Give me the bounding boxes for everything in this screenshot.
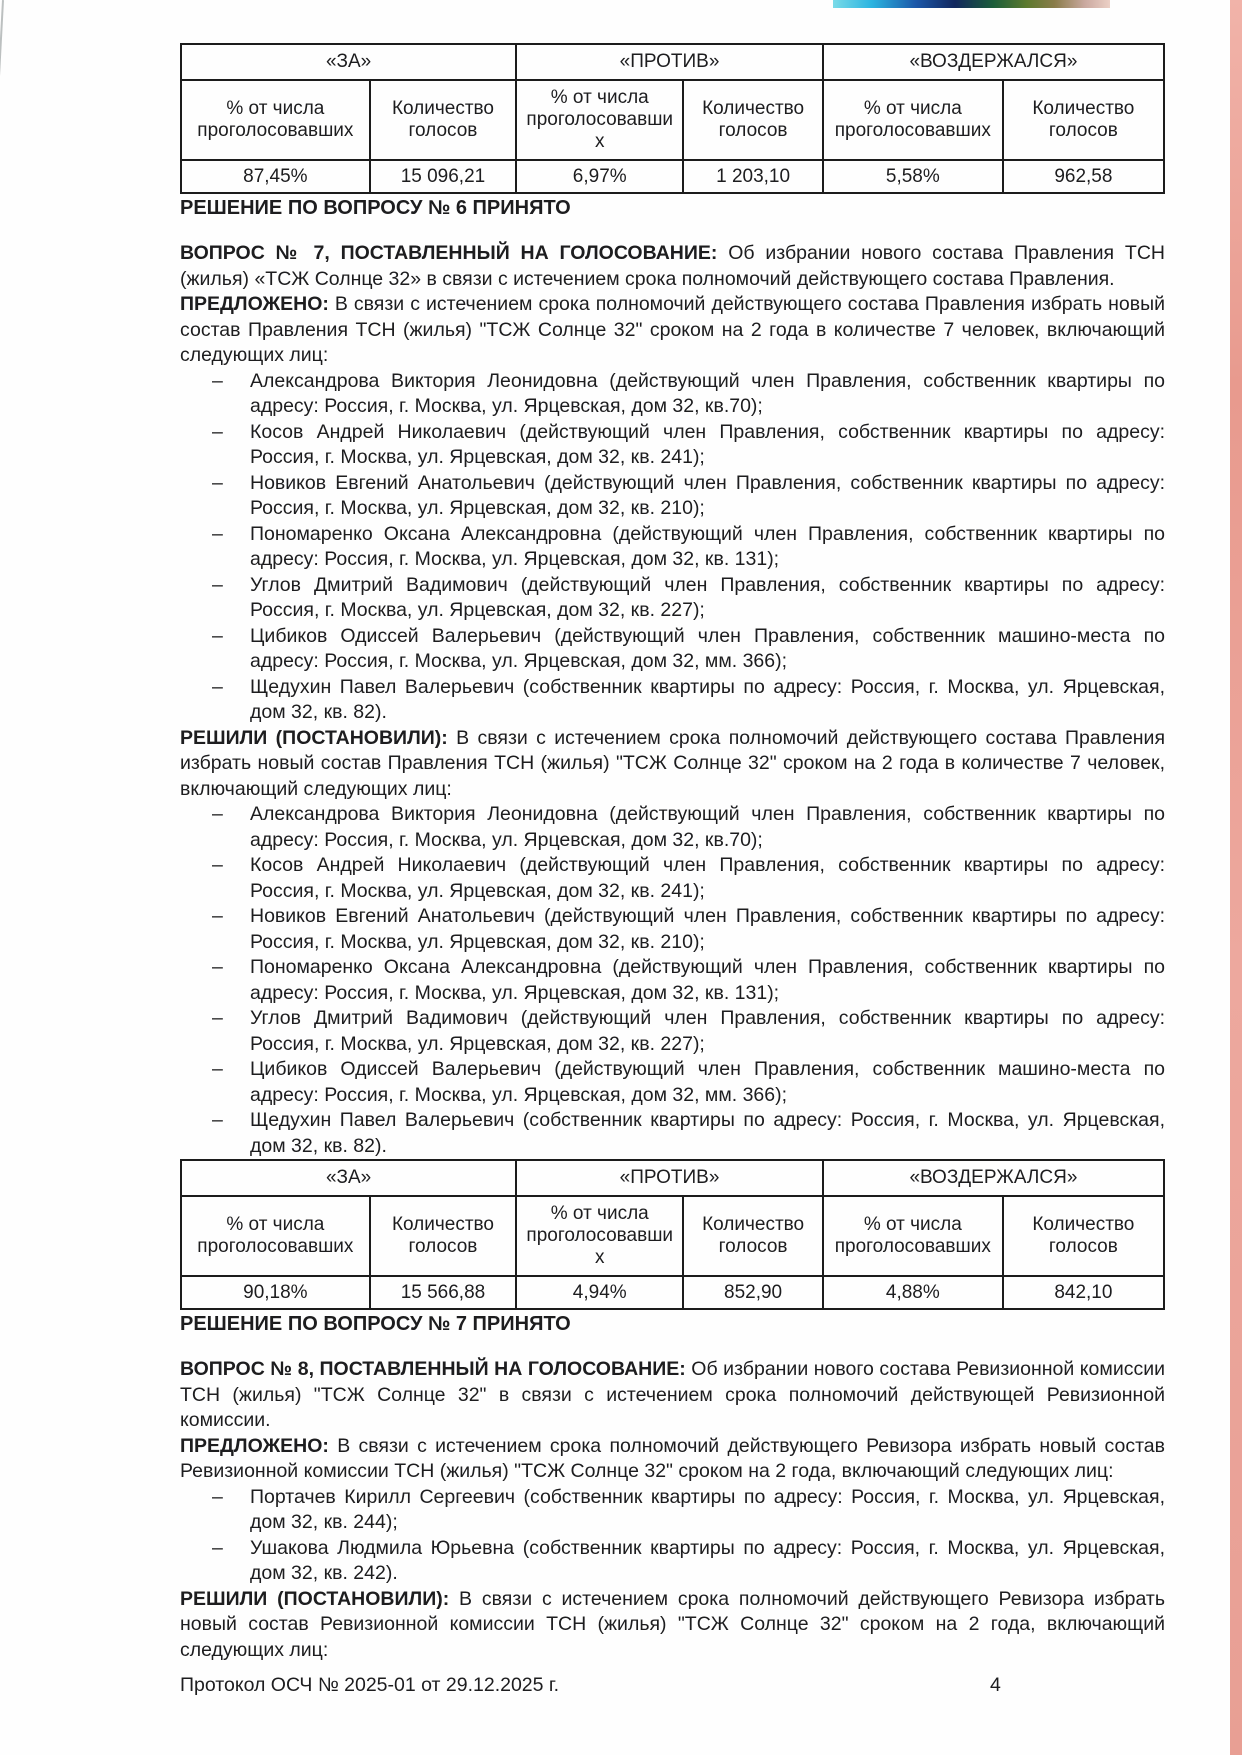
col-header-count-za: Количество голосов [370,80,516,160]
decision-question6: РЕШЕНИЕ ПО ВОПРОСУ № 6 ПРИНЯТО [180,197,571,219]
col-header-pct-vozderzhalsya: % от числа проголосовавших [823,80,1003,160]
vote-results-table-question7 [180,1159,1165,1310]
question7-resolved-members-list [180,802,1165,1159]
scan-color-bar-artifact [833,0,1110,8]
q6-protiv-pct: 6,97% [516,160,683,193]
q7-za-count: 15 566,88 [370,1276,516,1309]
list-item: – Александрова Виктория Леонидовна (действующий член Правления, собственник квартиры по адресу: Россия, г. Москва, ул. Ярцевская, дом 32, кв.70); [250,802,1165,853]
list-item: – Новиков Евгений Анатольевич (действующий член Правления, собственник квартиры по адресу: Россия, г. Москва, ул. Ярцевская, дом 32, кв. 210); [250,471,1165,522]
question7-heading-text: Об избрании нового состава Правления ТСН (жилья) «ТСЖ Солнце 32» в связи с истечением срока полномочий действующего состава Правления. [180,242,1165,290]
question7-proposed-label: ПРЕДЛОЖЕНО: [180,293,329,315]
list-item: – Новиков Евгений Анатольевич (действующий член Правления, собственник квартиры по адресу: Россия, г. Москва, ул. Ярцевская, дом 32, кв. 210); [250,904,1165,955]
col-header-pct-za: % от числа проголосовавших [181,1196,370,1276]
list-item: – Углов Дмитрий Вадимович (действующий член Правления, собственник квартиры по адресу: Россия, г. Москва, ул. Ярцевская, дом 32, кв. 227); [250,573,1165,624]
question8-proposed-paragraph [180,1434,1165,1485]
list-item: – Цибиков Одиссей Валерьевич (действующий член Правления, собственник машино-места по адресу: Россия, г. Москва, ул. Ярцевская, дом 32, мм. 366); [250,624,1165,675]
q6-za-count: 15 096,21 [370,160,516,193]
vote-group-vozderzhalsya: «ВОЗДЕРЖАЛСЯ» [823,44,1164,80]
list-item: – Щедухин Павел Валерьевич (собственник квартиры по адресу: Россия, г. Москва, ул. Ярцевская, дом 32, кв. 82). [250,1108,1165,1159]
question7-heading-paragraph [180,241,1165,292]
question8-proposed-text: В связи с истечением срока полномочий действующего Ревизора избрать новый состав Ревизионной комиссии ТСН (жилья) "ТСЖ Солнце 32" сроком на 2 года, включающий следующих лиц: [180,1434,1165,1482]
question8-proposed-label: ПРЕДЛОЖЕНО: [180,1434,329,1457]
page-footer [180,1674,1165,1697]
vote-group-za: «ЗА» [181,44,516,80]
col-header-count-vozderzhalsya: Количество голосов [1003,1196,1164,1276]
question7-proposed-text: В связи с истечением срока полномочий действующего состава Правления избрать новый состав Правления ТСН (жилья) "ТСЖ Солнце 32" сроком на 2 года в количестве 7 человек, включающий следующих лиц: [180,293,1165,366]
vote-group-protiv: «ПРОТИВ» [516,44,823,80]
q7-protiv-pct: 4,94% [516,1276,683,1309]
list-item: – Пономаренко Оксана Александровна (действующий член Правления, собственник квартиры по адресу: Россия, г. Москва, ул. Ярцевская, дом 32, кв. 131); [250,522,1165,573]
col-header-pct-vozderzhalsya: % от числа проголосовавших [823,1196,1003,1276]
col-header-pct-za: % от числа проголосовавших [181,80,370,160]
q7-za-pct: 90,18% [181,1276,370,1309]
list-item: – Углов Дмитрий Вадимович (действующий член Правления, собственник квартиры по адресу: Россия, г. Москва, ул. Ярцевская, дом 32, кв. 227); [250,1006,1165,1057]
vote-group-za: «ЗА» [181,1160,516,1196]
question8-heading-label: ВОПРОС № 8, ПОСТАВЛЕННЫЙ НА ГОЛОСОВАНИЕ: [180,1358,686,1380]
col-header-count-za: Количество голосов [370,1196,516,1276]
list-item: – Щедухин Павел Валерьевич (собственник квартиры по адресу: Россия, г. Москва, ул. Ярцевская, дом 32, кв. 82). [250,675,1165,726]
col-header-count-vozderzhalsya: Количество голосов [1003,80,1164,160]
question8-proposed-members-list [180,1485,1165,1587]
q7-vozderzhalsya-count: 842,10 [1003,1276,1164,1309]
col-header-count-protiv: Количество голосов [683,1196,823,1276]
list-item: – Ушакова Людмила Юрьевна (собственник квартиры по адресу: Россия, г. Москва, ул. Ярцевская, дом 32, кв. 242). [250,1536,1165,1587]
question7-proposed-paragraph [180,292,1165,369]
question7-resolved-paragraph [180,726,1165,803]
list-item: – Пономаренко Оксана Александровна (действующий член Правления, собственник квартиры по адресу: Россия, г. Москва, ул. Ярцевская, дом 32, кв. 131); [250,955,1165,1006]
question8-resolved-text: В связи с истечением срока полномочий действующего Ревизора избрать новый состав Ревизионной комиссии ТСН (жилья) "ТСЖ Солнце 32" сроком на 2 года, включающий следующих лиц: [180,1587,1166,1661]
footer-protocol-reference: Протокол ОСЧ № 2025-01 от 29.12.2025 г. [180,1674,560,1696]
question7-resolved-text: В связи с истечением срока полномочий действующего состава Правления избрать новый состав Правления ТСН (жилья) "ТСЖ Солнце 32" сроком на 2 года в количестве 7 человек, включающий следующих лиц: [180,726,1166,800]
q6-za-pct: 87,45% [181,160,370,193]
decision-question7: РЕШЕНИЕ ПО ВОПРОСУ № 7 ПРИНЯТО [180,1313,571,1335]
q6-vozderzhalsya-pct: 5,58% [823,160,1003,193]
q6-protiv-count: 1 203,10 [683,160,823,193]
col-header-pct-protiv: % от числа проголосовавши х [516,80,683,160]
list-item: – Цибиков Одиссей Валерьевич (действующий член Правления, собственник машино-места по адресу: Россия, г. Москва, ул. Ярцевская, дом 32, мм. 366); [250,1057,1165,1108]
q6-vozderzhalsya-count: 962,58 [1003,160,1164,193]
col-header-pct-protiv: % от числа проголосовавши х [516,1196,683,1276]
question8-resolved-label: РЕШИЛИ (ПОСТАНОВИЛИ): [180,1587,450,1610]
q7-protiv-count: 852,90 [683,1276,823,1309]
q7-vozderzhalsya-pct: 4,88% [823,1276,1003,1309]
scan-fold-line-artifact [0,0,4,96]
scan-edge-artifact [1230,0,1242,1755]
list-item: – Александрова Виктория Леонидовна (действующий член Правления, собственник квартиры по адресу: Россия, г. Москва, ул. Ярцевская, дом 32, кв.70); [250,369,1165,420]
question8-heading-paragraph [180,1357,1165,1434]
page-number: 4 [990,1674,1001,1696]
question7-proposed-members-list [180,369,1165,726]
question7-resolved-label: РЕШИЛИ (ПОСТАНОВИЛИ): [180,726,448,749]
list-item: – Косов Андрей Николаевич (действующий член Правления, собственник квартиры по адресу: Россия, г. Москва, ул. Ярцевская, дом 32, кв. 241); [250,420,1165,471]
vote-results-table-question6 [180,43,1165,194]
document-content [180,43,1165,1663]
list-item: – Косов Андрей Николаевич (действующий член Правления, собственник квартиры по адресу: Россия, г. Москва, ул. Ярцевская, дом 32, кв. 241); [250,853,1165,904]
question7-heading-label: ВОПРОС № 7, ПОСТАВЛЕННЫЙ НА ГОЛОСОВАНИЕ: [180,242,718,264]
question8-resolved-paragraph [180,1587,1165,1664]
vote-group-protiv: «ПРОТИВ» [516,1160,823,1196]
vote-group-vozderzhalsya: «ВОЗДЕРЖАЛСЯ» [823,1160,1164,1196]
col-header-count-protiv: Количество голосов [683,80,823,160]
question8-heading-text: Об избрании нового состава Ревизионной комиссии ТСН (жилья) "ТСЖ Солнце 32" в связи с истечением срока полномочий действующей Ревизионной комиссии. [180,1358,1165,1431]
list-item: – Портачев Кирилл Сергеевич (собственник квартиры по адресу: Россия, г. Москва, ул. Ярцевская, дом 32, кв. 244); [250,1485,1165,1536]
